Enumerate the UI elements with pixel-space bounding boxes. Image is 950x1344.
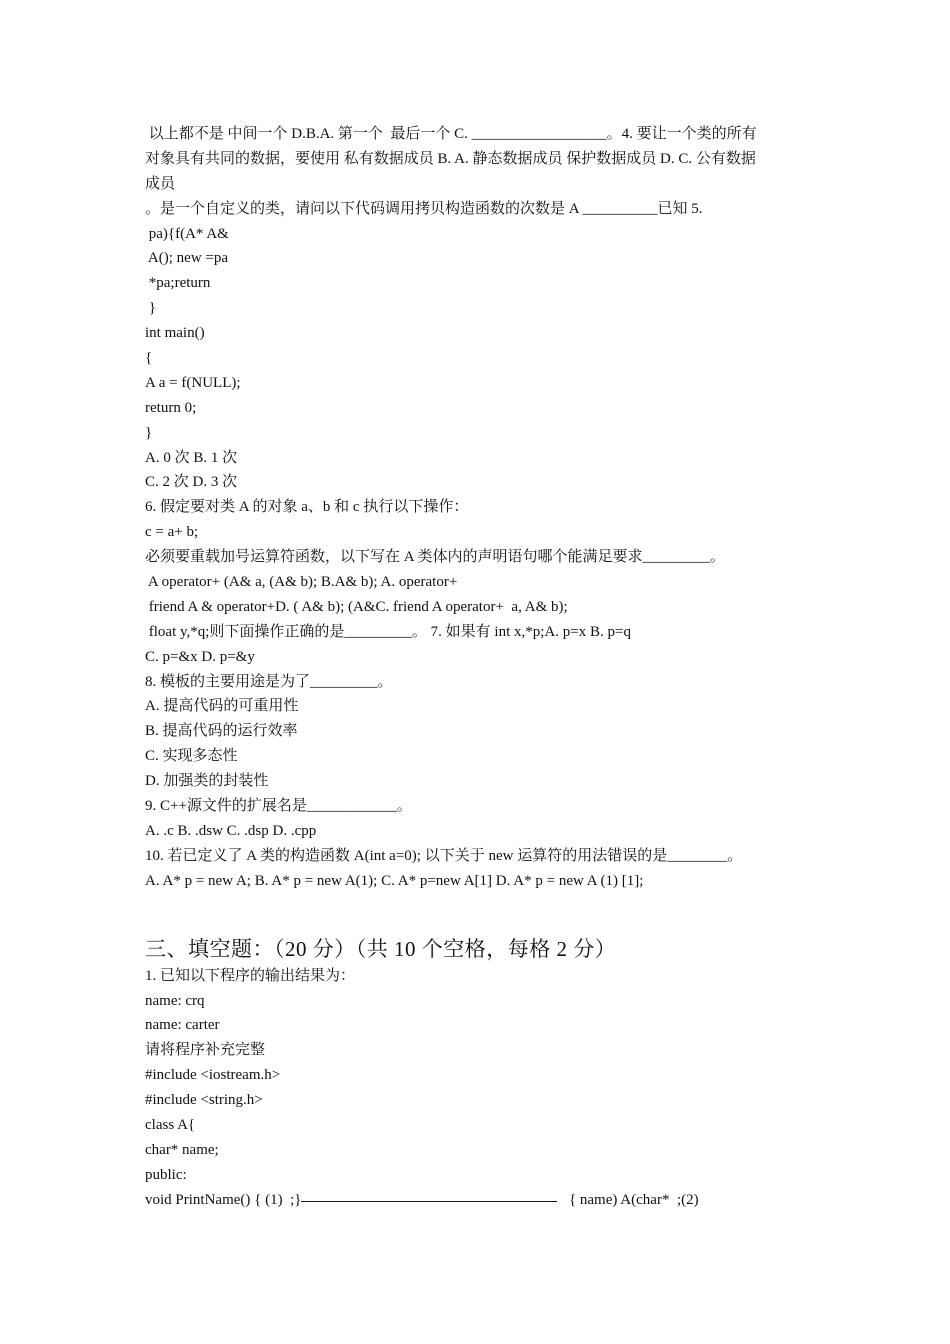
- text-line: float y,*q;则下面操作正确的是_________。 7. 如果有 int x,*p;A. p=x B. p=q: [145, 623, 631, 640]
- question-block-fill: [145, 964, 805, 1188]
- text-line: A. 提高代码的可重用性: [145, 698, 299, 715]
- text-line: return 0;: [145, 399, 197, 416]
- text-line: 以上都不是 中间一个 D.B.A. 第一个 最后一个 C. __________________。4. 要让一个类的所有: [145, 126, 757, 142]
- text-line: {: [145, 350, 153, 367]
- text-line: D. 加强类的封装性: [145, 773, 269, 790]
- text-line: 10. 若已定义了 A 类的构造函数 A(int a=0); 以下关于 new 运算符的用法错误的是________。: [145, 847, 743, 864]
- text-line: 8. 模板的主要用途是为了_________。: [145, 673, 393, 690]
- text-line: }: [145, 300, 156, 317]
- text-line: name: carter: [145, 1017, 220, 1034]
- text-line: A. 0 次 B. 1 次: [145, 449, 238, 466]
- text-line: 对象具有共同的数据，要使用 私有数据成员 B. A. 静态数据成员 保护数据成员 D. C. 公有数据: [145, 150, 756, 167]
- code-line-part: { name) A(char* ;(2): [561, 1191, 699, 1208]
- text-line: c = a+ b;: [145, 524, 199, 541]
- blank-underline: [301, 1200, 557, 1202]
- text-line: C. 实现多态性: [145, 748, 238, 765]
- text-line: 必须要重载加号运算符函数，以下写在 A 类体内的声明语句哪个能满足要求_________。: [145, 549, 726, 566]
- document-body: [145, 122, 805, 1213]
- text-line: #include <iostream.h>: [145, 1067, 281, 1084]
- text-line: 6. 假定要对类 A 的对象 a、b 和 c 执行以下操作：: [145, 499, 469, 516]
- text-line: C. p=&x D. p=&y: [145, 648, 255, 665]
- text-line: #include <string.h>: [145, 1092, 263, 1109]
- text-line: A operator+ (A& a, (A& b); B.A& b); A. operator+: [145, 574, 458, 591]
- section-heading: 三、填空题：（20 分）（共 10 个空格，每格 2 分）: [145, 936, 617, 961]
- text-line: A a = f(NULL);: [145, 374, 241, 391]
- text-line: 1. 已知以下程序的输出结果为：: [145, 967, 356, 984]
- text-line: 。是一个自定义的类，请问以下代码调用拷贝构造函数的次数是 A __________已知 5.: [145, 200, 703, 217]
- text-line: 9. C++源文件的扩展名是____________。: [145, 798, 412, 815]
- text-line: class A{: [145, 1116, 196, 1133]
- text-line: 请将程序补充完整: [145, 1042, 266, 1059]
- text-line: A. .c B. .dsw C. .dsp D. .cpp: [145, 822, 317, 839]
- text-line: public:: [145, 1166, 187, 1183]
- text-line: A. A* p = new A; B. A* p = new A(1); C. A* p=new A[1] D. A* p = new A (1) [1];: [145, 872, 644, 889]
- text-line: friend A & operator+D. ( A& b); (A&C. friend A operator+ a, A& b);: [145, 598, 568, 615]
- text-line: A(); new =pa: [145, 250, 229, 267]
- text-line: pa){f(A* A&: [145, 225, 229, 242]
- text-line: }: [145, 424, 153, 441]
- text-line: name: crq: [145, 992, 205, 1009]
- text-line: C. 2 次 D. 3 次: [145, 474, 238, 491]
- question-block-choice: [145, 122, 805, 894]
- text-line: 成员: [145, 175, 176, 192]
- text-line: char* name;: [145, 1141, 219, 1158]
- code-line-printname: [145, 1188, 805, 1213]
- text-line: int main(): [145, 325, 205, 342]
- code-line-part: void PrintName() { (1) ;}: [145, 1191, 302, 1208]
- text-line: B. 提高代码的运行效率: [145, 723, 298, 740]
- text-line: *pa;return: [145, 275, 211, 292]
